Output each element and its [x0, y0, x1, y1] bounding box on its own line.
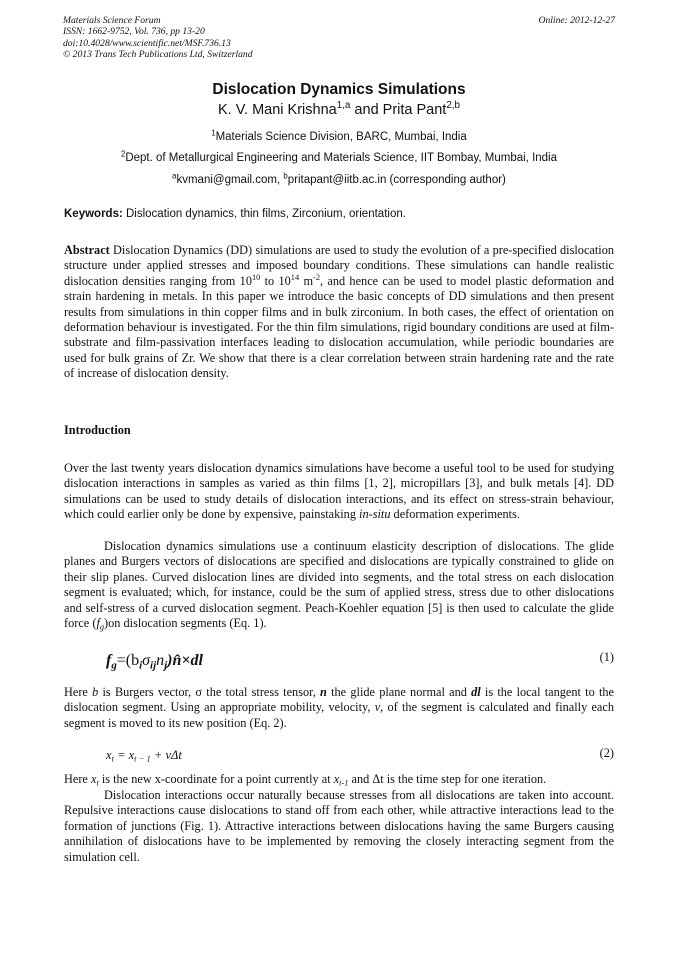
equation-2-number: (2): [599, 746, 614, 760]
p3-e: is the local tangent to the dislocation segment. Using an appropriate mobility, velocity,: [64, 685, 614, 715]
abstract-label: Abstract: [64, 243, 110, 257]
section-heading-introduction: Introduction: [64, 423, 131, 437]
p4-t2: t-1: [339, 778, 349, 788]
journal-copyright: © 2013 Trans Tech Publications Ltd, Switzerland: [63, 49, 253, 61]
p3-d: the glide plane normal and: [326, 685, 472, 699]
p3-dl: dl: [471, 685, 481, 699]
eq1-f: f: [106, 652, 112, 669]
abstract-exponent-1: 10: [251, 272, 261, 282]
online-date: Online: 2012-12-27: [538, 15, 615, 26]
email-b: pritapant@iitb.ac.in (corresponding author): [287, 174, 506, 186]
author-2: Prita Pant: [382, 102, 447, 118]
p3-b: b: [92, 685, 99, 699]
abstract: [64, 243, 614, 382]
p3-c: is Burgers vector, σ the total stress tensor,: [98, 685, 321, 699]
affiliation-1: [0, 128, 678, 143]
affiliation-1-number: 1: [211, 128, 216, 138]
keywords-label: Keywords:: [64, 208, 123, 220]
eq1-j: j: [164, 659, 168, 672]
intro-p1-text: Over the last twenty years dislocation dynamics simulations have become a useful tool to be used for studying dislocation interactions in samples as varied as thin films [1, 2], micropillars [3], and bulk metals [4]. DD simulations can be used to study details of dislocation interactions, and its effect on stress-strain behaviour, which could earlier only be done by expensive, painstaking: [64, 461, 614, 522]
p3-v: v: [374, 700, 381, 715]
eq1-g: g: [111, 659, 117, 672]
affiliation-2: [0, 149, 678, 164]
eq1-n: n: [156, 652, 165, 669]
keywords-text: Dislocation dynamics, thin films, Zirconium, orientation.: [122, 208, 406, 220]
abstract-exponent-3: -2: [313, 272, 320, 282]
equation-2: [64, 746, 614, 768]
eq2-eq: = x: [113, 748, 135, 762]
intro-p1-end: deformation experiments.: [390, 507, 520, 522]
eq2-t: t: [111, 753, 114, 764]
abstract-text-1: Dislocation Dynamics (DD) simulations are used to study the evolution of a pre-specified dislocation structure under applied stresses and imposed boundary conditions. These simulations can handle realistic dislocation densities ranging from 10: [64, 243, 614, 288]
affiliation-1-text: Materials Science Division, BARC, Mumbai, India: [215, 131, 467, 143]
eq1-rest: )n̂×dl: [167, 652, 203, 669]
email-a-marker: a: [172, 171, 177, 181]
paper-title: Dislocation Dynamics Simulations: [212, 81, 466, 98]
equation-2-formula: [106, 748, 182, 763]
p3-n: n: [320, 685, 327, 699]
abstract-text-2: , and hence can be used to model plastic deformation and strain hardening in metals. In this paper we introduce the basic concepts of DD simulations and then present results from simulations in thin copper films and in bulk zirconium. In both cases, the effect of orientation on deformation behaviour is investigated. For the thin film simulations, rigid boundary conditions are used at film-substrate and film-passivation interfaces leading to dislocation accumulation, while periodic boundaries are used for bulk grains of Zr. We show that there is a clear correlation between strain hardening rate and the rate of increase of dislocation density.: [64, 273, 614, 381]
author-2-affil: 2,b: [446, 100, 461, 112]
author-1-affil: 1,a: [336, 100, 351, 112]
p4-b: is the new x-coordinate for a point currently at: [98, 772, 334, 786]
intro-paragraph-4: [64, 772, 614, 787]
eq1-eqs: =(b: [116, 652, 140, 669]
p3-f: , of the segment is calculated and finally each segment is moved to its new position (Eq. 2).: [64, 700, 615, 730]
p4-x: x: [90, 772, 97, 786]
eq2-rest: + vΔt: [150, 748, 182, 762]
eq2-tm1: t − 1: [134, 753, 151, 764]
p4-x2: x: [333, 772, 340, 786]
journal-header: [63, 15, 253, 61]
keywords: [64, 208, 406, 220]
author-1: K. V. Mani Krishna: [217, 102, 337, 118]
email-a: kvmani@gmail.com,: [176, 174, 284, 186]
intro-paragraph-3: [64, 685, 614, 731]
intro-p2-end: )on dislocation segments (Eq. 1).: [104, 616, 267, 631]
p4-c: and Δt is the time step for one iteration.: [348, 772, 547, 786]
eq1-i: i: [139, 659, 143, 672]
author-separator: and: [350, 102, 383, 118]
p4-t: t: [96, 778, 99, 788]
intro-p2-f: f: [96, 616, 100, 631]
intro-p1-italic: in-situ: [359, 507, 391, 522]
email-line: [0, 171, 678, 186]
p3-a: Here: [64, 685, 93, 699]
abstract-to: to 10: [260, 273, 291, 288]
journal-name: Materials Science Forum: [63, 15, 161, 26]
intro-paragraph-1: [64, 461, 614, 523]
journal-issn: ISSN: 1662-9752, Vol. 736, pp 13-20: [63, 26, 205, 38]
intro-p2-g: g: [99, 622, 105, 632]
eq1-sigma: σ: [142, 652, 151, 669]
email-b-marker: b: [283, 171, 288, 181]
affiliation-2-text: Dept. of Metallurgical Engineering and Materials Science, IIT Bombay, Mumbai, India: [125, 152, 558, 164]
abstract-unit: m: [299, 273, 314, 288]
eq2-x: x: [106, 748, 112, 762]
intro-p2-text: Dislocation dynamics simulations use a continuum elasticity description of dislocations. The glide planes and Burgers vectors of dislocations are specified and dislocations are typically constrained to glide on their slip planes. Curved dislocation lines are divided into segments, and the total stress on each dislocation segment is evaluated; which, for instance, could be the sum of applied stress, stress due to other dislocations and self-stress of a curved dislocation segment. Peach-Koehler equation [5] is then used to calculate the glide force (: [64, 539, 614, 631]
equation-1-formula: [106, 652, 203, 670]
eq1-ij: ij: [150, 659, 157, 672]
journal-doi: doi:10.4028/www.scientific.net/MSF.736.13: [63, 37, 231, 49]
intro-paragraph-5: Dislocation interactions occur naturally because stresses from all dislocations are taken into account. Repulsive interactions cause dislocations to stand off from each other, while attractive interactions lead to the formation of junctions (Fig. 1). Attractive interactions between dislocations having the same Burgers causing annihilation of dislocations have to be implemented by removing the closely interacting segment from the simulation cell.: [64, 788, 614, 864]
equation-1: [64, 650, 614, 680]
equation-1-number: (1): [599, 650, 614, 664]
author-list: [0, 102, 678, 118]
p4-a: Here: [64, 772, 91, 786]
affiliation-2-number: 2: [120, 149, 126, 159]
abstract-exponent-2: 14: [290, 272, 300, 282]
intro-paragraph-2: [64, 539, 614, 631]
